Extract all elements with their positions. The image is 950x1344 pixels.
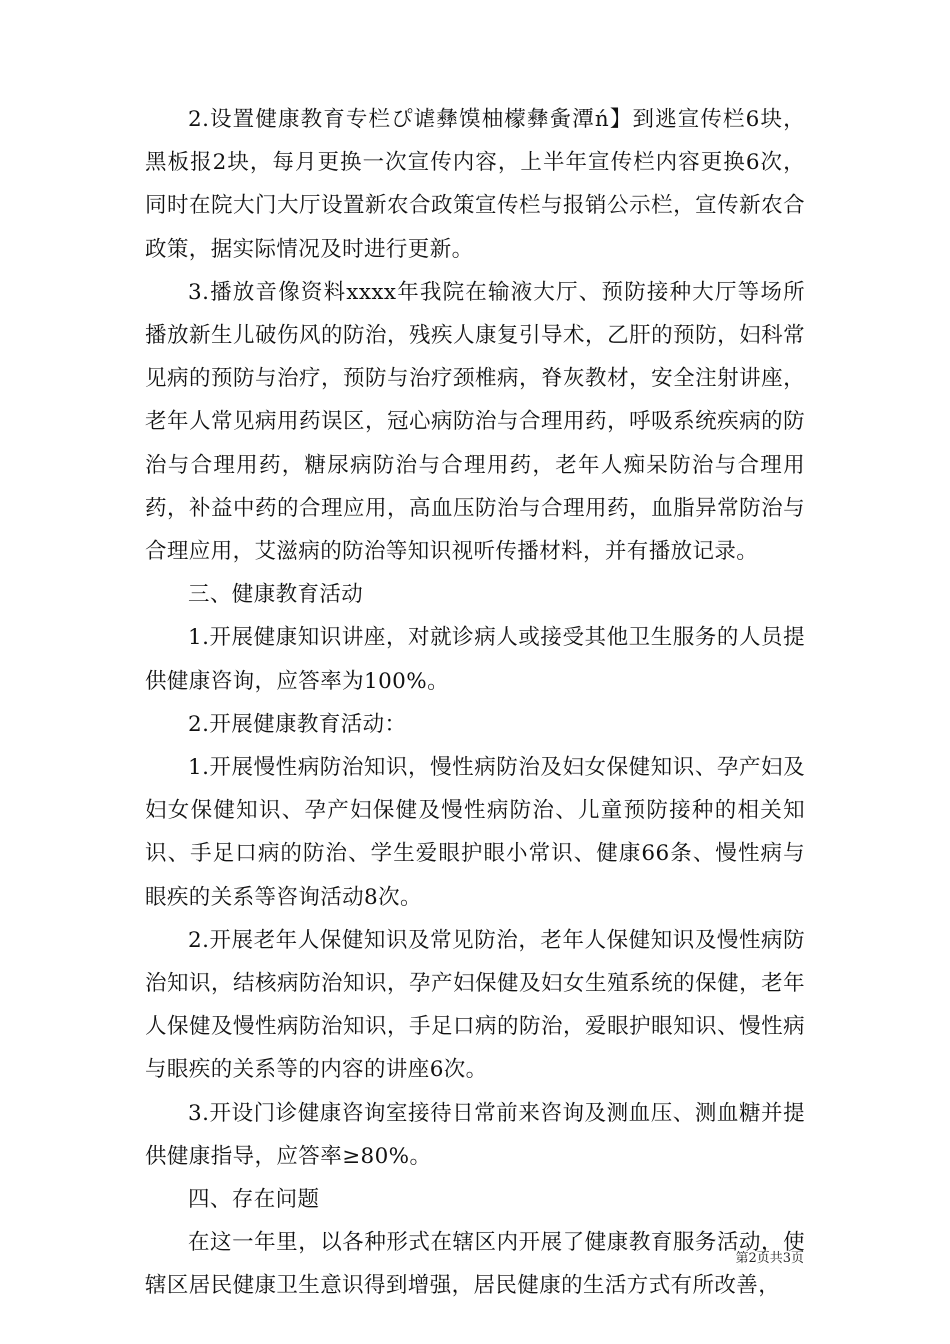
- paragraph-summary: 在这一年里，以各种形式在辖区内开展了健康教育服务活动，使辖区居民健康卫生意识得到增强，居民健康的生活方式有所改善，: [145, 1230, 805, 1299]
- section-heading-activities: 三、健康教育活动: [188, 582, 364, 608]
- document-body: [145, 98, 805, 1308]
- paragraph-consultation: 3.开设门诊健康咨询室接待日常前来咨询及测血压、测血糖并提供健康指导，应答率≥80%。: [145, 1100, 805, 1169]
- paragraph-chronic-disease: 1.开展慢性病防治知识，慢性病防治及妇女保健知识、孕产妇及妇女保健知识、孕产妇保健及慢性病防治、儿童预防接种的相关知识、手足口病的防治、学生爱眼护眼小常识、健康66条、慢性病与眼疾的关系等咨询活动8次。: [145, 755, 805, 910]
- paragraph-elderly-care: 2.开展老年人保健知识及常见防治，老年人保健知识及慢性病防治知识，结核病防治知识，孕产妇保健及妇女生殖系统的保健，老年人保健及慢性病防治知识，手足口病的防治，爱眼护眼知识、慢性病与眼疾的关系等的内容的讲座6次。: [145, 927, 805, 1083]
- paragraph-audio-video: 3.播放音像资料xxxx年我院在输液大厅、预防接种大厅等场所播放新生儿破伤风的防治，残疾人康复引导术，乙肝的预防，妇科常见病的预防与治疗，预防与治疗颈椎病，脊灰教材，安全注射讲座，老年人常见病用药误区，冠心病防治与合理用药，呼吸系统疾病的防治与合理用药，糖尿病防治与合理用药，老年人痴呆防治与合理用药，补益中药的合理应用，高血压防治与合理用药，血脂异常防治与合理应用，艾滋病的防治等知识视听传播材料，并有播放记录。: [145, 279, 805, 565]
- paragraph-health-column: 2.设置健康教育专栏ぴ谑彝馍柚檬彝夤潭ń】到逃宣传栏6块，黑板报2块，每月更换一次宣传内容，上半年宣传栏内容更换6次，同时在院大门大厅设置新农合政策宣传栏与报销公示栏，宣传新农合政策，据实际情况及时进行更新。: [145, 107, 805, 262]
- page-number: 第2页共3页: [735, 1251, 804, 1266]
- paragraph-activities-intro: 2.开展健康教育活动：: [188, 711, 407, 737]
- paragraph-lectures: 1.开展健康知识讲座，对就诊病人或接受其他卫生服务的人员提供健康咨询，应答率为100%。: [145, 625, 805, 694]
- section-heading-problems: 四、存在问题: [188, 1187, 320, 1213]
